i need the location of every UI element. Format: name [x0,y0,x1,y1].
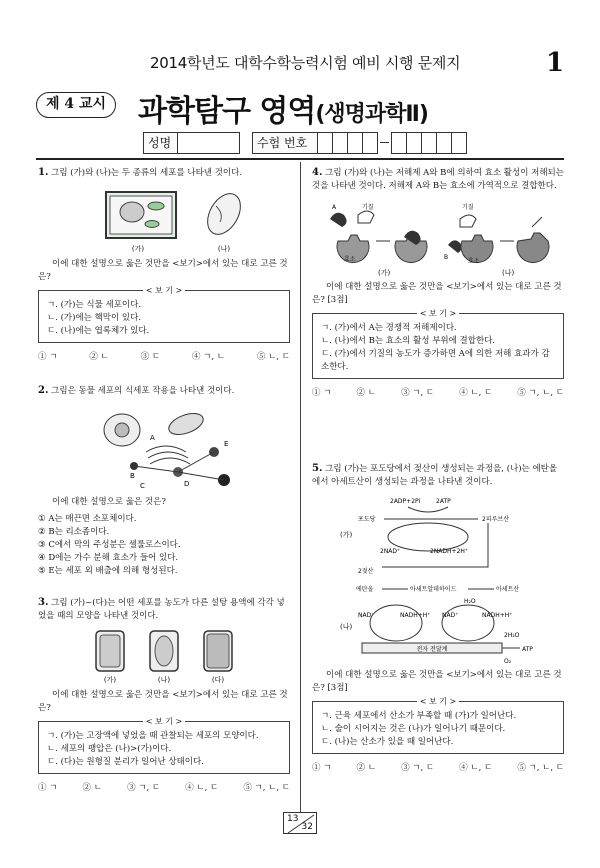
bogi-item: ㄴ. (가)에는 핵막이 있다. [47,313,142,323]
fig-label: A [150,434,155,442]
fig-label: B [130,472,135,480]
question-text: 그림 (가)는 포도당에서 젖산이 생성되는 과정을, (나)는 에탄올에서 아세트산이 생성되는 과정을 나타낸 것이다. [312,464,558,487]
bogi-item: ㄷ. (다)는 원형질 분리가 일어난 상태이다. [47,757,204,767]
question-text: 그림 (가)와 (나)는 저해제 A와 B에 의하여 효소 활성이 저해되는 것을 나타낸 것이다. 저해제 A와 B는 효소에 가역적으로 결합한다. [312,168,564,191]
fig-label: NAD⁺ [358,612,375,619]
fig-label: NADH+H⁺ [482,612,513,619]
question-number: 4. [312,167,323,178]
bogi-item: ㄱ. (가)는 식물 세포이다. [47,300,142,310]
exam-number-cell[interactable] [422,132,437,154]
exam-number-cell[interactable] [407,132,422,154]
bogi-item: ㄷ. (나)에는 엽록체가 있다. [47,326,150,336]
question-5 [312,462,564,775]
question-1 [38,166,290,364]
fig-label: (나) [217,245,231,253]
fig-label: H₂O [464,598,476,605]
exam-number-label: 수험 번호 [252,132,318,154]
fig-label: 기질 [462,204,474,211]
bogi-title: < 보 기 > [417,309,460,318]
choice-4[interactable]: ④ D에는 가수 분해 효소가 들어 있다. [38,553,179,563]
question-number: 2. [38,385,49,396]
bogi-item: ㄱ. 근육 세포에서 산소가 부족할 때 (가)가 일어난다. [321,711,517,721]
question-4 [312,166,564,400]
fig-label: 2피루브산 [482,516,510,523]
choice-3[interactable]: ③ ㄷ [140,352,161,362]
choice-4[interactable]: ④ ㄴ, ㄷ [459,763,493,773]
question-number: 5. [312,463,323,474]
choice-5[interactable]: ⑤ ㄱ, ㄴ, ㄷ [517,388,564,398]
fig-label: D [184,480,190,488]
bogi-box [312,697,564,754]
question-prompt: 이에 대한 설명으로 옳은 것은? [52,497,166,507]
choice-3[interactable]: ③ ㄱ, ㄷ [127,783,161,793]
choice-5[interactable]: ⑤ ㄴ, ㄷ [256,352,290,362]
bogi-box [312,309,564,379]
exam-number-cell[interactable] [318,132,333,154]
fig-label: 2ADP+2Pi [390,498,421,505]
fig-label: 효소 [468,258,480,265]
fig-label: 포도당 [358,516,376,523]
choice-5[interactable]: ⑤ E는 세포 외 배출에 의해 형성된다. [38,566,178,576]
footer-total: 32 [301,822,313,832]
question-prompt: 이에 대한 설명으로 옳은 것만을 <보기>에서 있는 대로 고른 것은? [38,690,288,713]
choice-1[interactable]: ① ㄱ [38,783,58,793]
choice-4[interactable]: ④ ㄴ, ㄷ [185,783,219,793]
exam-number-cell[interactable] [348,132,363,154]
choice-2[interactable]: ② B는 리소좀이다. [38,527,110,537]
fig-label: 아세트알데하이드 [410,586,457,593]
choice-2[interactable]: ② ㄴ [82,783,102,793]
bogi-item: ㄴ. (나)에서 B는 효소의 활성 부위에 결합한다. [321,336,496,346]
fig-label: (가) [378,269,391,277]
fig-label: 2H₂O [504,632,520,639]
acetic-acid-figure [318,581,558,665]
fig-label: ATP [522,646,533,653]
fig-label: C [140,482,145,490]
answer-choices [312,387,564,400]
choice-5[interactable]: ⑤ ㄱ, ㄴ, ㄷ [243,783,290,793]
fig-label: (나) [157,676,171,684]
question-text: 그림은 동물 세포의 식세포 작용을 나타낸 것이다. [51,386,235,396]
fig-label: (다) [211,676,225,684]
choice-1[interactable]: ① A는 매끈면 소포체이다. [38,514,137,524]
bogi-title: < 보 기 > [417,697,460,706]
subject-name: 과학탐구 영역 [138,94,316,129]
period-badge: 제 4 교시 [36,92,116,118]
answer-choices [38,513,290,578]
fig-label: NAD⁺ [442,612,459,619]
exam-number-dash [378,132,392,154]
choice-1[interactable]: ① ㄱ [312,763,332,773]
bogi-box [38,717,290,774]
footer-page: 13 [287,814,299,824]
question-2 [38,384,290,578]
choice-3[interactable]: ③ ㄱ, ㄷ [401,763,435,773]
bogi-item: ㄷ. (나)는 산소가 있을 때 일어난다. [321,737,454,747]
question-3 [38,596,290,795]
bogi-item: ㄷ. (가)에서 기질의 농도가 증가하면 A에 의한 저해 효과가 감소한다. [321,349,550,372]
choice-2[interactable]: ② ㄴ [356,763,376,773]
student-id-row [143,132,467,154]
plasmolysis-figure [74,627,254,685]
right-column [312,166,564,775]
fig-label: 2ATP [436,498,451,505]
exam-title: 2014학년도 대학수학능력시험 예비 시행 문제지 [150,54,461,72]
fig-label: (나) [340,623,353,631]
exam-number-cell[interactable] [363,132,378,154]
fig-label: (나) [502,269,515,277]
cell-figure [64,184,264,254]
exam-number-cell[interactable] [452,132,467,154]
choice-1[interactable]: ① ㄱ [38,352,58,362]
fig-label: 2NAD⁺ [380,548,401,555]
question-number: 3. [38,597,49,608]
bogi-title: < 보 기 > [143,286,186,295]
exam-number-cell[interactable] [392,132,407,154]
electron-transport-label: 전자 전달계 [416,646,448,653]
choice-2[interactable]: ② ㄴ [89,352,109,362]
bogi-item: ㄱ. (가)에서 A는 경쟁적 저해제이다. [321,323,457,333]
question-prompt: 이에 대한 설명으로 옳은 것만을 <보기>에서 있는 대로 고른 것은? [3점] [312,670,562,693]
choice-5[interactable]: ⑤ ㄱ, ㄴ, ㄷ [517,763,564,773]
bogi-item: ㄱ. (가)는 고장액에 넣었을 때 관찰되는 세포의 모양이다. [47,731,259,741]
bogi-box [38,286,290,343]
enzyme-inhibition-figure [318,197,558,277]
bogi-title: < 보 기 > [143,717,186,726]
glycolysis-figure [318,493,558,577]
answer-choices [38,782,290,795]
choice-4[interactable]: ④ ㄴ, ㄷ [459,388,493,398]
choice-3[interactable]: ③ C에서 막의 주성분은 셀룰로스이다. [38,540,181,550]
choice-4[interactable]: ④ ㄱ, ㄴ [191,352,226,362]
column-divider [300,162,301,812]
choice-3[interactable]: ③ ㄱ, ㄷ [401,388,435,398]
fig-label: A [332,204,337,211]
fig-label: 2젖산 [358,568,374,575]
answer-choices [38,351,290,364]
bogi-item: ㄴ. 세포의 팽압은 (나)>(가)이다. [47,744,172,754]
fig-label: 2NADH+2H⁺ [430,548,469,555]
fig-label: 아세트산 [496,586,520,593]
choice-1[interactable]: ① ㄱ [312,388,332,398]
question-text: 그림 (가)~(다)는 어떤 세포를 농도가 다른 설탕 용액에 각각 넣었을 때의 모양을 나타낸 것이다. [38,598,285,621]
name-field[interactable] [178,132,240,154]
page-number: 1 [546,48,565,78]
fig-label: 기질 [362,204,374,211]
fig-label: B [444,254,449,261]
fig-label: 에탄올 [356,586,374,593]
question-text: 그림 (가)와 (나)는 두 종류의 세포를 나타낸 것이다. [51,168,243,178]
header-rule [36,158,564,160]
exam-number-cell[interactable] [333,132,348,154]
subject-paren: (생명과학Ⅱ) [315,102,428,127]
page-footer [283,812,317,834]
phagocytosis-figure [74,402,254,492]
fig-label: 효소 [344,256,356,263]
question-number: 1. [38,167,49,178]
name-label: 성명 [143,132,178,154]
fig-label: NADH+H⁺ [400,612,431,619]
subject-title [138,86,428,130]
left-column [38,166,290,795]
exam-number-cell[interactable] [437,132,452,154]
fig-label: E [224,440,229,448]
fig-label: O₂ [504,658,512,665]
bogi-item: ㄴ. 술이 시어지는 것은 (나)가 일어나기 때문이다. [321,724,506,734]
answer-choices [312,762,564,775]
question-prompt: 이에 대한 설명으로 옳은 것만을 <보기>에서 있는 대로 고른 것은? [3점] [312,282,562,305]
fig-label: (가) [340,531,353,539]
fig-label: (가) [131,245,145,253]
question-prompt: 이에 대한 설명으로 옳은 것만을 <보기>에서 있는 대로 고른 것은? [38,259,288,282]
choice-2[interactable]: ② ㄴ [356,388,376,398]
fig-label: (가) [103,676,117,684]
